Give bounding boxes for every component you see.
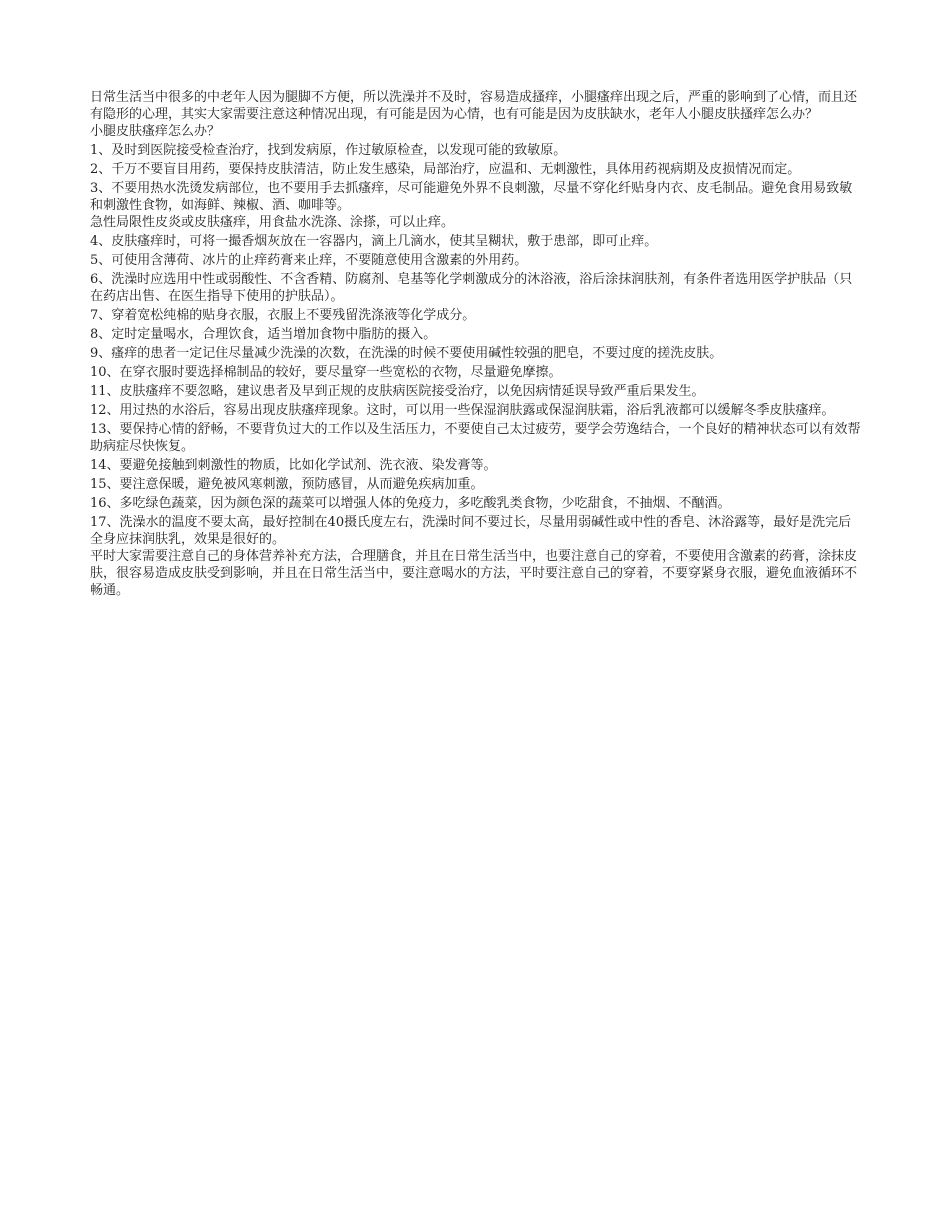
list-item: 9、瘙痒的患者一定记住尽量减少洗澡的次数，在洗澡的时候不要使用碱性较强的肥皂，不要过度的搓洗皮肤。 [90,346,723,361]
section-heading: 小腿皮肤瘙痒怎么办？ [90,124,221,139]
list-item: 2、千万不要盲目用药，要保持皮肤清洁，防止发生感染，局部治疗，应温和、无刺激性，具体用药视病期及皮损情况而定。 [90,162,801,177]
note-paragraph: 急性局限性皮炎或皮肤瘙痒，用食盐水洗涤、涂搽，可以止痒。 [90,215,455,230]
list-item: 4、皮肤瘙痒时，可将一撮香烟灰放在一容器内，滴上几滴水，使其呈糊状，敷于患部，即可止痒。 [90,234,658,249]
list-item: 5、可使用含薄荷、冰片的止痒药膏来止痒，不要随意使用含激素的外用药。 [90,253,528,268]
document-body [90,89,862,599]
list-item: 14、要避免接触到刺激性的物质，比如化学试剂、洗衣液、染发膏等。 [90,458,497,473]
list-item: 10、在穿衣服时要选择棉制品的较好，要尽量穿一些宽松的衣物，尽量避免摩擦。 [90,365,562,380]
closing-paragraph: 平时大家需要注意自己的身体营养补充方法，合理膳食，并且在日常生活当中，也要注意自己的穿着，不要使用含激素的药膏，涂抹皮肤，很容易造成皮肤受到影响，并且在日常生活当中，要注意喝水的方法，平时要注意自己的穿着，不要穿紧身衣服，避免血液循环不畅通。 [90,549,858,598]
list-item: 13、要保持心情的舒畅，不要背负过大的工作以及生活压力，不要使自己太过疲劳，要学会劳逸结合，一个良好的精神状态可以有效帮助病症尽快恢复。 [90,422,861,454]
list-item: 3、不要用热水洗烫发病部位，也不要用手去抓瘙痒，尽可能避免外界不良刺激，尽量不穿化纤贴身内衣、皮毛制品。避免食用易致敏和刺激性食物，如海鲜、辣椒、酒、咖啡等。 [90,181,853,213]
list-item: 1、及时到医院接受检查治疗，找到发病原，作过敏原检查，以发现可能的致敏原。 [90,143,567,158]
list-item: 8、定时定量喝水，合理饮食，适当增加食物中脂肪的摄入。 [90,327,437,342]
intro-paragraph: 日常生活当中很多的中老年人因为腿脚不方便，所以洗澡并不及时，容易造成搔痒，小腿瘙痒出现之后，严重的影响到了心情，而且还有隐形的心理，其实大家需要注意这种情况出现，有可能是因为心情，也有可能是因为皮肤缺水，老年人小腿皮肤搔痒怎么办？ [90,90,858,122]
list-item: 16、多吃绿色蔬菜，因为颜色深的蔬菜可以增强人体的免疫力，多吃酸乳类食物，少吃甜食，不抽烟、不酗酒。 [90,496,731,511]
list-item: 15、要注意保暖，避免被风寒刺激，预防感冒，从而避免疾病加重。 [90,477,484,492]
list-item: 11、皮肤瘙痒不要忽略，建议患者及早到正规的皮肤病医院接受治疗，以免因病情延误导致严重后果发生。 [90,384,705,399]
list-item: 12、用过热的水浴后，容易出现皮肤瘙痒现象。这时，可以用一些保湿润肤露或保湿润肤霜，浴后乳液都可以缓解冬季皮肤瘙痒。 [90,403,835,418]
list-item: 6、洗澡时应选用中性或弱酸性、不含香精、防腐剂、皂基等化学刺激成分的沐浴液，浴后涂抹润肤剂，有条件者选用医学护肤品（只在药店出售、在医生指导下使用的护肤品）。 [90,272,853,304]
list-item: 7、穿着宽松纯棉的贴身衣服，衣服上不要残留洗涤液等化学成分。 [90,308,476,323]
list-item: 17、洗澡水的温度不要太高，最好控制在40摄氏度左右，洗澡时间不要过长，尽量用弱碱性或中性的香皂、沐浴露等，最好是洗完后全身应抹润肤乳，效果是很好的。 [90,515,852,547]
